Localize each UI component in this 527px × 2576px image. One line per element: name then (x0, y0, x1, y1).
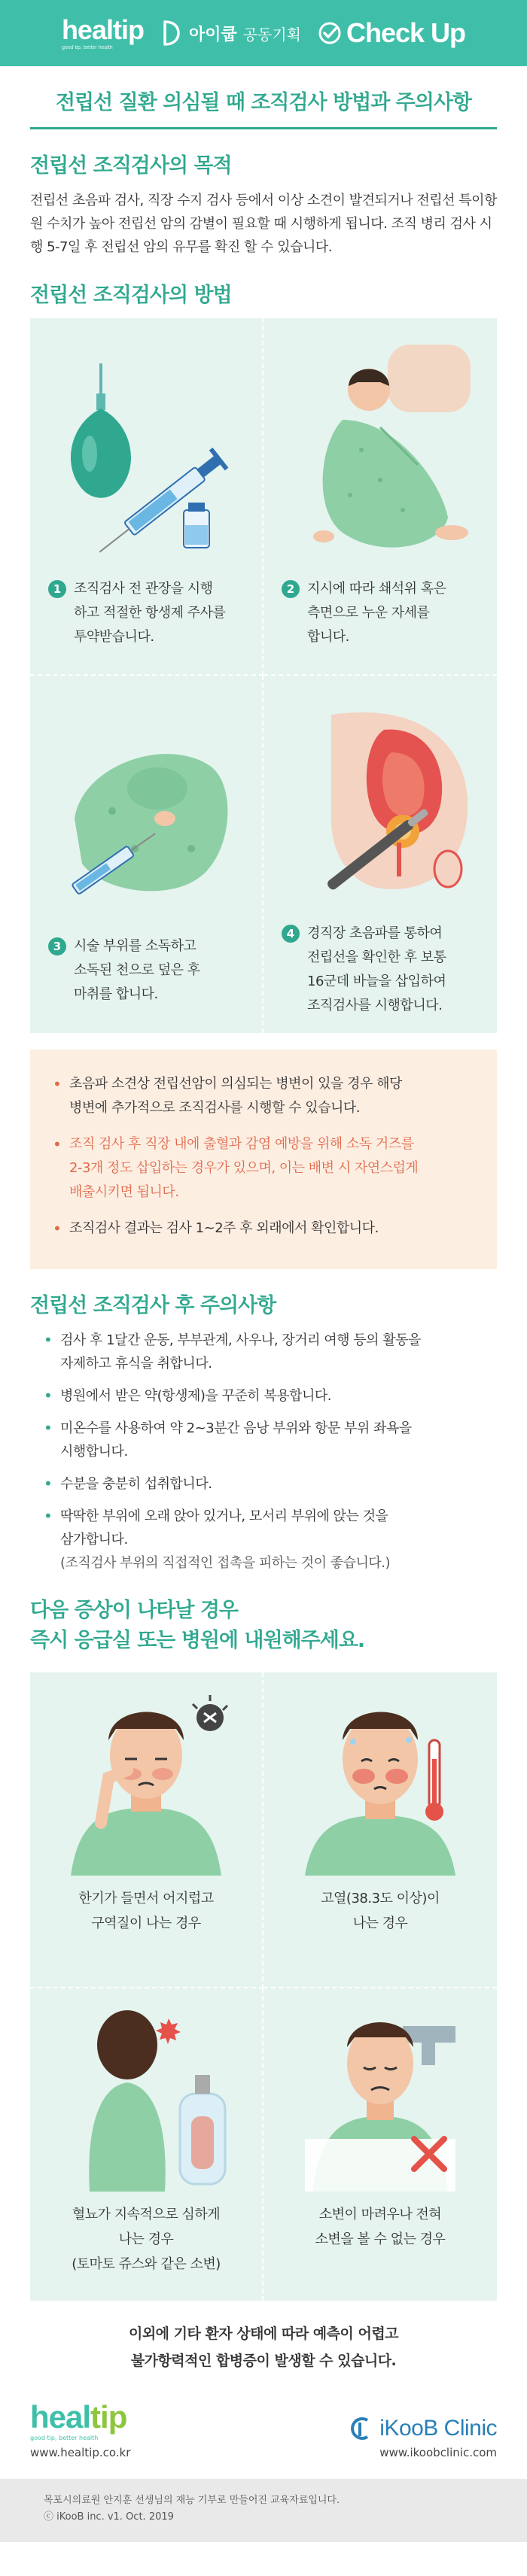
notice-2-line-1: • 조직 검사 후 직장 내에 출혈과 감염 예방을 위해 소독 거즈를 (69, 1136, 414, 1152)
symptom-1-line-1: 한기가 들면서 어지럽고 (78, 1891, 214, 1906)
healtip-wordmark: healtip (61, 14, 144, 45)
collab-label: 공동기획 (242, 25, 301, 44)
notice-1-line-2: 병변에 추가적으로 조직검사를 시행할 수 있습니다. (69, 1100, 360, 1116)
caution-2-line-1: • 병원에서 받은 약(항생제)을 꾸준히 복용합니다. (60, 1388, 332, 1404)
step-2-line-3: 합니다. (307, 629, 349, 645)
method-step-2 (264, 318, 497, 676)
symptom-chills-dizzy (30, 1672, 264, 1988)
symptom-high-fever (264, 1672, 497, 1988)
step-1-line-1: 조직검사 전 관장을 시행 (74, 581, 213, 597)
caution-3-line-2: 시행합니다. (60, 1444, 128, 1460)
notice-item-3 (53, 1217, 474, 1241)
caution-5-line-2: 삼가합니다. (60, 1532, 128, 1548)
transrectal-ultrasound-illustration (282, 698, 479, 911)
footer-healtip-tip: tip (90, 2399, 127, 2435)
notice-item-1 (53, 1072, 474, 1120)
step-2-line-2: 측면으로 누운 자세를 (307, 605, 430, 621)
caution-4-line-1: • 수분을 충분히 섭취합니다. (60, 1476, 212, 1492)
step-3-line-1: 시술 부위를 소독하고 (74, 938, 196, 954)
ikoob-mark-icon (160, 19, 183, 47)
emergency-heading-line-1: 다음 증상이 나타날 경우 (30, 1599, 239, 1622)
patient-lying-illustration (282, 341, 479, 567)
check-circle-icon (318, 21, 342, 45)
notice-1-line-1: • 초음파 소견상 전립선암이 의심되는 병변이 있을 경우 해당 (69, 1076, 402, 1092)
symptom-3-line-3: (토마토 쥬스와 같은 소변) (72, 2256, 221, 2272)
step-3-line-3: 마취를 합니다. (74, 986, 158, 1002)
footer-credits (0, 2479, 527, 2542)
method-step-4 (264, 676, 497, 1033)
caution-list (0, 1329, 527, 1575)
ikoob-clinic-wordmark: iKooB Clinic (379, 2416, 497, 2441)
method-section (0, 278, 527, 1033)
purpose-text: 전립선 초음파 검사, 직장 수지 검사 등에서 이상 소견이 발견되거나 전립선 특이항원 수치가 높아 전립선 암의 감별이 필요할 때 시행하게 됩니다. 조직 병리 검사 시행 5-7일 후 전립선 암의 유무를 확진 할 수 있습니다. (30, 193, 497, 255)
method-heading: 전립선 조직검사의 방법 (30, 284, 232, 307)
purpose-section (0, 149, 527, 259)
notice-item-2-warning (53, 1132, 474, 1204)
step-1-line-2: 하고 적절한 항생제 주사를 (74, 605, 226, 621)
healtip-url-link[interactable]: www.healtip.co.kr (30, 2446, 131, 2459)
step-4-line-4: 조직검사를 시행합니다. (307, 998, 443, 1013)
disinfection-illustration (48, 698, 244, 924)
method-step-4-caption (282, 922, 479, 1018)
ikoob-clinic-mark-icon (348, 2416, 373, 2441)
copyright-text: ⓒ iKooB inc. v1. Oct. 2019 (44, 2511, 174, 2523)
urinary-retention-illustration (290, 2003, 471, 2192)
emergency-section (0, 1596, 527, 2301)
symptom-4-line-2: 소변을 볼 수 없는 경우 (315, 2231, 446, 2247)
method-step-1 (30, 318, 264, 676)
fever-man-illustration (290, 1687, 471, 1876)
credit-text: 목포시의료원 안지훈 선생님의 재능 기부로 만들어진 교육자료입니다. (44, 2495, 340, 2506)
purpose-heading: 전립선 조직검사의 목적 (30, 154, 232, 178)
notice-2-line-3: 배출시키면 됩니다. (69, 1184, 179, 1200)
top-banner (0, 0, 527, 66)
ikoob-url-link[interactable]: www.ikoobclinic.com (379, 2446, 497, 2459)
caution-1-line-1: • 검사 후 1달간 운동, 부부관계, 사우나, 장거리 여행 등의 활동을 (60, 1332, 421, 1348)
caution-item-1 (44, 1329, 497, 1375)
symptom-grid (30, 1672, 497, 2301)
caution-5-line-1: • 딱딱한 부위에 오래 앉아 있거나, 모서리 부위에 앉는 것을 (60, 1508, 388, 1524)
step-4-line-2: 전립선을 확인한 후 보통 (307, 949, 446, 965)
notice-2-line-2: 2-3개 정도 삽입하는 경우가 있으며, 이는 배변 시 자연스럽게 (69, 1160, 419, 1176)
method-step-3-caption (48, 934, 244, 1007)
step-4-line-3: 16군데 바늘을 삽입하여 (307, 974, 446, 989)
caution-item-4 (44, 1472, 497, 1496)
closing-message (30, 2320, 497, 2374)
caution-item-2 (44, 1384, 497, 1408)
caution-heading: 전립선 조직검사 후 주의사항 (30, 1294, 276, 1317)
symptom-2-line-1: 고열(38.3도 이상)이 (321, 1891, 440, 1906)
checkup-logo (318, 17, 465, 49)
footer-healtip-tagline: good tip, better health (30, 2435, 99, 2441)
caution-5-note: (조직검사 부위의 직접적인 접촉을 피하는 것이 좋습니다.) (60, 1555, 391, 1571)
symptom-2-line-2: 나는 경우 (352, 1915, 408, 1931)
enema-syringe-illustration (48, 341, 244, 567)
symptom-1-line-2: 구역질이 나는 경우 (91, 1915, 201, 1931)
caution-1-line-2: 자제하고 휴식을 취합니다. (60, 1356, 212, 1372)
method-step-1-caption (48, 577, 244, 649)
step-3-line-2: 소독된 천으로 덮은 후 (74, 962, 200, 978)
footer-healtip-logo (30, 2401, 130, 2433)
step-number-3: 3 (48, 937, 66, 955)
footer-healtip (30, 2401, 130, 2459)
symptom-3-line-2: 나는 경우 (118, 2231, 174, 2247)
emergency-heading (30, 1596, 497, 1656)
partner-name: 아이쿱 (188, 25, 237, 44)
symptom-hematuria (30, 1988, 264, 2301)
closing-line-1: 이외에 기타 환자 상태에 따라 예측이 어렵고 (128, 2325, 399, 2342)
checkup-wordmark: Check Up (346, 17, 466, 48)
method-grid (30, 318, 497, 1033)
footer-healtip-heal: heal (30, 2399, 91, 2435)
symptom-3-line-1: 혈뇨가 지속적으로 심하게 (72, 2207, 221, 2222)
urinal-illustration (56, 2003, 236, 2192)
notice-box (30, 1050, 497, 1269)
step-2-line-1: 지시에 따라 쇄석위 혹은 (307, 581, 446, 597)
notice-3-line-1: • 조직검사 결과는 검사 1~2주 후 외래에서 확인합니다. (69, 1220, 379, 1236)
method-step-3 (30, 676, 264, 1033)
step-number-2: 2 (282, 580, 300, 598)
caution-section (0, 1289, 527, 1575)
caution-item-3 (44, 1417, 497, 1463)
step-1-line-3: 투약받습니다. (74, 629, 154, 645)
ikoob-logo (160, 19, 301, 47)
step-number-4: 4 (282, 925, 300, 943)
healtip-logo (61, 14, 144, 50)
symptom-4-line-1: 소변이 마려우나 전혀 (318, 2207, 442, 2222)
healtip-tagline: good tip, better health (61, 44, 113, 50)
dizzy-man-illustration (56, 1687, 236, 1876)
step-number-1: 1 (48, 580, 66, 598)
symptom-urinary-retention (264, 1988, 497, 2301)
emergency-heading-line-2: 즉시 응급실 또는 병원에 내원해주세요. (30, 1629, 365, 1652)
footer-ikoob (348, 2416, 497, 2459)
step-4-line-1: 경직장 초음파를 통하여 (307, 925, 443, 941)
method-step-2-caption (282, 577, 479, 649)
caution-item-5 (44, 1505, 497, 1575)
caution-3-line-1: • 미온수를 사용하여 약 2~3분간 음낭 부위와 항문 부위 좌욕을 (60, 1420, 412, 1436)
page-title: 전립선 질환 의심될 때 조직검사 방법과 주의사항 (30, 86, 497, 129)
footer (0, 2374, 527, 2542)
closing-line-2: 불가항력적인 합병증이 발생할 수 있습니다. (130, 2353, 397, 2369)
